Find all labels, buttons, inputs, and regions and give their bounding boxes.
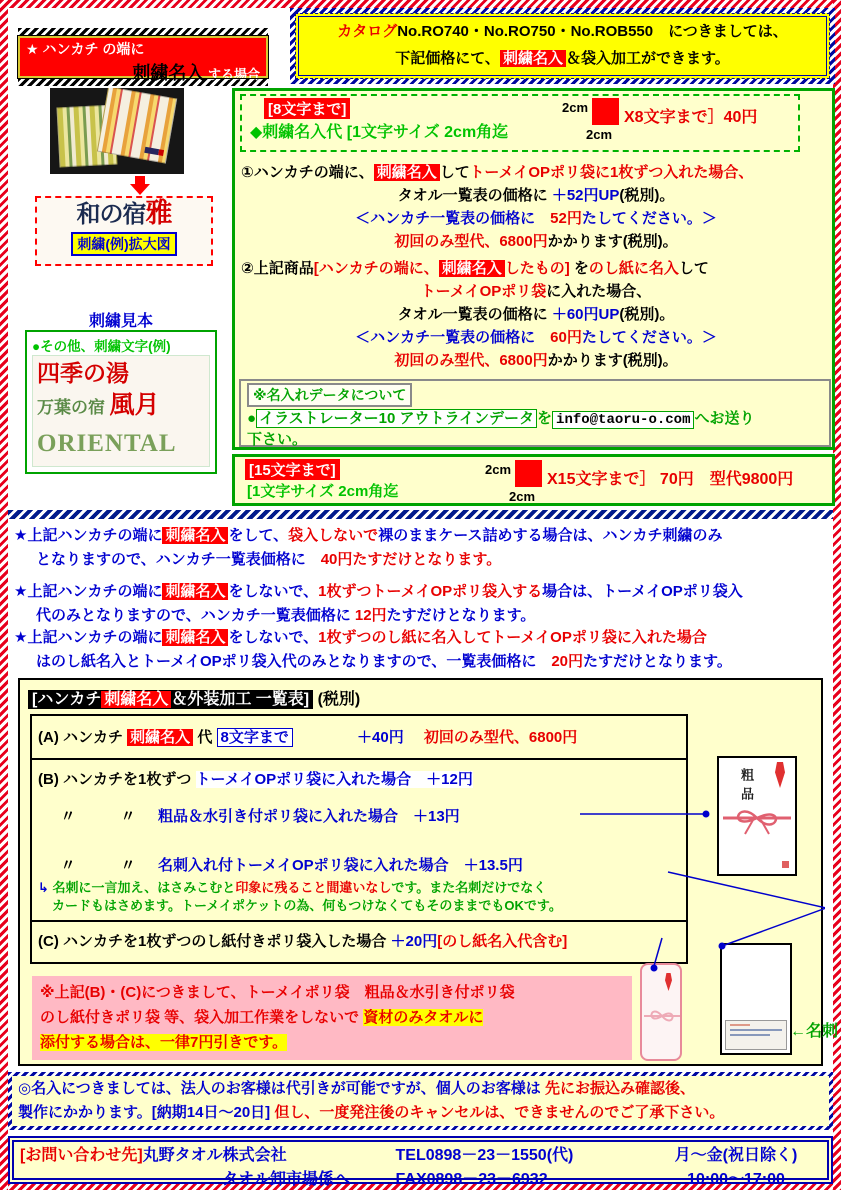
title-box [18, 28, 268, 86]
table-row-c [32, 920, 686, 960]
samples-box [25, 330, 217, 474]
ditto-mark: 〃 [120, 857, 136, 874]
catalog-line2-pre: 下記価格にて、 [395, 50, 500, 67]
payment-note-run: ◎名入につきましては、法人のお客様は代引きが可能ですが、個人のお客様は [18, 1080, 545, 1097]
embroidery-badge: 刺繍名入 [439, 260, 505, 277]
section-divider [8, 510, 833, 519]
p2-run: かかります(税別)。 [547, 352, 678, 369]
row-b-option-2: 粗品＆水引き付ポリ袋に入れた場合 ＋13円 [158, 808, 460, 825]
paragraph-1 [241, 161, 831, 253]
title-suffix: する場合 [204, 67, 260, 82]
title-name: 刺繍名入 [132, 63, 205, 83]
row-c-run: (C) ハンカチを1枚ずつのし紙付きポリ袋入した場合 [38, 933, 391, 950]
mizuhiki-bow-icon [723, 802, 791, 836]
cm-label-top: 2cm [485, 462, 512, 477]
payment-note-run: 但し、一度発注後のキャンセルは、できませんのでご了承下さい。 [274, 1104, 725, 1121]
handkerchief-photo [50, 88, 184, 174]
p1-run: ＜ハンカチ一覧表の価格に [355, 210, 551, 227]
star-run: ★上記ハンカチの端に [14, 583, 163, 600]
embroidery-badge: 刺繍名入 [127, 729, 193, 746]
star-note-1 [14, 524, 829, 572]
p2-run: トーメイOPポリ袋 [420, 283, 547, 300]
cm-label-bottom: 2cm [586, 127, 613, 142]
pricing-table [18, 678, 839, 1066]
eight-char-box [240, 94, 800, 152]
catalog-line1 [296, 20, 829, 41]
table-row-a [32, 716, 686, 760]
size-diagram [562, 98, 822, 152]
contact-company-block [20, 1142, 390, 1189]
catalog-notice-box [290, 8, 835, 84]
row-c-price: ＋20円 [390, 933, 438, 950]
paragraph-2 [241, 257, 831, 372]
embroidery-accent: 雅 [145, 198, 172, 228]
p2-run: して [678, 260, 709, 277]
business-card-image [725, 1020, 787, 1050]
noshi-strip-image [640, 963, 682, 1061]
fifteen-char-lead: [1文字サイズ 2cm角迄 [247, 483, 399, 500]
star-run: たすだけとなります。 [386, 607, 536, 624]
p1-run: ①ハンカチの端に、 [241, 164, 374, 181]
samples-title: 刺繍見本 [88, 313, 153, 330]
catalog-line2 [296, 47, 829, 68]
pocket-bag-image [720, 943, 792, 1055]
zoom-caption: 刺繍(例)拡大図 [71, 232, 176, 256]
sample-text-2b: 風月 [109, 391, 160, 419]
embroidery-badge: 刺繍名入 [162, 583, 228, 600]
p1-run: (税別)。 [619, 187, 675, 204]
seal-icon [782, 861, 789, 868]
catalog-line2-post: ＆袋入加工ができます。 [565, 50, 730, 67]
handkerchief-orange-image [97, 88, 177, 164]
star-price: 40円たすだけとなります。 [320, 551, 502, 568]
sample-text-2 [37, 388, 205, 426]
discount-note-run: ※上記(B)・(C)につきまして、トーメイポリ袋 粗品＆水引き付ポリ袋 [40, 984, 515, 1001]
star-run: たすだけとなります。 [583, 653, 732, 670]
row-a-price: ＋40円 [357, 729, 404, 746]
table-row-b [32, 760, 686, 920]
fifteen-char-price: X15文字まで］ 70円 型代9800円 [547, 471, 794, 488]
star-run: 1枚ずつのし紙に名入してトーメイOPポリ袋に入れた場合 [318, 629, 707, 646]
p2-add-price: 60円 [550, 329, 582, 346]
star-run: はのし紙名入とトーメイOPポリ袋入代のみとなりますので、一覧表価格に [36, 653, 552, 670]
row-b-note [38, 879, 680, 915]
star-run: 1枚ずつトーメイOPポリ袋入する [318, 583, 543, 600]
sozihin-label: 粗品 [739, 768, 754, 806]
payment-notice-box [8, 1072, 833, 1130]
embroidery-example-text [37, 198, 211, 230]
star-note-2 [14, 580, 829, 628]
row-c-note: [のし紙名入代含む] [437, 933, 568, 950]
embroidery-badge: 刺繍名入 [162, 527, 228, 544]
sample-text-2a: 万葉の宿 [37, 398, 105, 417]
p1-add-price: 52円 [550, 210, 582, 227]
p2-run: ＜ハンカチ一覧表の価格に [355, 329, 551, 346]
size-diagram [485, 460, 794, 514]
star-run: 裸のままケース詰めする場合は、ハンカチ刺繍のみ [378, 527, 723, 544]
eight-char-price: X8文字まで］40円 [624, 109, 758, 126]
fifteen-char-box [232, 454, 835, 506]
star-run: 場合は、トーメイOPポリ袋入 [542, 583, 743, 600]
red-square-icon [592, 98, 619, 125]
mizuhiki-bow-icon [644, 1005, 680, 1029]
noshi-ornament-icon [775, 762, 785, 788]
p2-run: を [569, 260, 589, 277]
table-title-pre: [ハンカチ [32, 691, 102, 708]
p2-run: タオル一覧表の価格に [397, 306, 552, 323]
catalog-numbers: No.RO740・No.RO750・No.ROB550 [397, 23, 654, 40]
row-b-note-run: 印象に残ること間違いなし [235, 880, 392, 895]
p2-run: のし紙に名入 [588, 260, 679, 277]
discount-note-highlight: 資材のみタオルに [363, 1009, 484, 1026]
catalog-word: カタログ [337, 23, 398, 40]
p2-run: ②上記商品 [241, 260, 314, 277]
red-square-icon [515, 460, 542, 487]
payment-note-run: 製作にかかります。[納期14日～20日] [18, 1104, 275, 1121]
embroidery-zoom-box [35, 196, 213, 266]
department-name: タオル卸市場係へ [221, 1171, 350, 1188]
row-a-mold-fee: 初回のみ型代、6800円 [423, 729, 578, 746]
business-hours: 10:00～17:00 [687, 1171, 785, 1188]
embroidery-spot-icon [144, 147, 159, 155]
note-tail2: 下さい。 [247, 431, 308, 448]
bullet-icon: ● [247, 410, 257, 427]
page-border-left [0, 0, 8, 1190]
embroidery-badge: 刺繍名入 [162, 629, 228, 646]
hatch-strip-icon [18, 28, 268, 36]
meishi-arrow-label: ←名刺 [790, 1023, 839, 1040]
eight-char-tag: [8文字まで] [264, 98, 350, 119]
note-mid: を [537, 410, 553, 427]
row-a-run: 代 [193, 729, 217, 746]
data-note-title: ※名入れデータについて [247, 383, 412, 407]
p1-price-up: ＋52円UP [551, 187, 620, 204]
samples-subtitle: ●その他、刺繍文字(例) [32, 339, 171, 354]
illustrator-data-label: イラストレーター10 アウトラインデータ [256, 409, 537, 428]
sample-text-3: ORIENTAL [37, 430, 177, 457]
sample-text-1: 四季の湯 [37, 360, 129, 386]
hook-arrow-icon: ↳ [38, 880, 49, 895]
p2-run: たしてください。＞ [581, 329, 717, 346]
p2-run: [ハンカチの端に、 [313, 260, 439, 277]
contact-hours-block [651, 1142, 821, 1189]
table-title-post: ＆外装加工 一覧表] [171, 691, 310, 708]
fifteen-char-tag: [15文字まで] [245, 459, 340, 480]
embroidery-badge: 刺繍名入 [101, 691, 171, 708]
table-rows [30, 714, 688, 964]
page-border-top [0, 0, 841, 8]
p2-run: に入れた場合、 [546, 283, 652, 300]
eight-char-lead: ◆刺繍名入代 [1文字サイズ 2cm角迄 [250, 124, 509, 141]
star-note-3 [14, 626, 829, 674]
discount-note-box [32, 976, 632, 1060]
embroidery-badge: 刺繍名入 [374, 164, 440, 181]
star-run: をして、 [228, 527, 289, 544]
payment-note-run: 先にお振込み確認後、 [544, 1080, 695, 1097]
star-run: をしないで、 [228, 583, 319, 600]
row-a-run: (A) ハンカチ [38, 729, 128, 746]
data-note-box [239, 379, 831, 447]
discount-note-highlight: 添付する場合は、一律7円引きです。 [40, 1034, 288, 1051]
p1-run: たしてください。＞ [581, 210, 717, 227]
contact-phone-block [396, 1142, 646, 1189]
star-price: 12円 [354, 607, 387, 624]
discount-note-run: のし紙付きポリ袋 等、袋入加工作業をしないで [40, 1009, 364, 1026]
contact-label: [お問い合わせ先] [20, 1147, 143, 1164]
cm-label-bottom: 2cm [509, 489, 536, 504]
tel-number: TEL0898－23－1550(代) [395, 1147, 574, 1164]
embroidery-badge: 刺繍名入 [500, 50, 566, 67]
cm-label-top: 2cm [562, 100, 589, 115]
star-run: ★上記ハンカチの端に [14, 629, 163, 646]
star-run: 袋入しないで [288, 527, 379, 544]
catalog-tail: につきましては、 [653, 23, 788, 40]
p1-mold-fee: 初回のみ型代、6800円 [394, 233, 548, 250]
fax-number: FAX0898－23－6932 [395, 1171, 548, 1188]
row-b-option-3: 名刺入れ付トーメイOPポリ袋に入れた場合 ＋13.5円 [158, 857, 523, 874]
row-b-note-run: カードもはさめます。トーメイポケットの為、何もつけなくてもそのままでもOKです。 [52, 898, 562, 913]
p1-run: トーメイOPポリ袋に1枚ずつ入れた場合、 [469, 164, 754, 181]
ditto-mark: 〃 [60, 857, 76, 874]
p1-run: タオル一覧表の価格に [397, 187, 552, 204]
noshi-ornament-icon [665, 973, 672, 991]
row-b-option-1: トーメイOPポリ袋に入れた場合 ＋12円 [195, 771, 473, 788]
star-run: ★上記ハンカチの端に [14, 527, 163, 544]
ditto-mark: 〃 [60, 808, 76, 825]
row-b-run: (B) ハンカチを1枚ずつ [38, 771, 196, 788]
company-name: 丸野タオル株式会社 [142, 1147, 287, 1164]
p1-run: して [439, 164, 470, 181]
star-run: 代のみとなりますので、ハンカチ一覧表価格に [36, 607, 355, 624]
noshi-paper-image [717, 756, 797, 876]
note-tail: へお送り [694, 410, 755, 427]
title-line1: ★ ハンカチ の端に [26, 41, 145, 57]
samples-image [32, 355, 210, 467]
star-run: となりますので、ハンカチ一覧表価格に [36, 551, 321, 568]
star-run: をしないで、 [228, 629, 319, 646]
pricing-main-box [232, 88, 835, 450]
ditto-mark: 〃 [120, 808, 136, 825]
table-title [28, 686, 360, 709]
p2-mold-fee: 初回のみ型代、6800円 [394, 352, 548, 369]
star-price: 20円 [551, 653, 584, 670]
contact-box [8, 1136, 833, 1188]
char-limit-badge: 8文字まで [217, 728, 293, 747]
row-b-note-run: です。また名刺だけでなく [391, 880, 547, 895]
business-days: 月～金(祝日除く) [674, 1147, 798, 1164]
p2-price-up: ＋60円UP [551, 306, 620, 323]
p2-run: (税別)。 [619, 306, 675, 323]
row-b-note-run: 名刺に一言加え、はさみこむと [52, 880, 236, 895]
embroidery-main: 和の宿 [76, 201, 146, 228]
p1-run: かかります(税別)。 [547, 233, 678, 250]
email-address[interactable]: info@taoru-o.com [552, 411, 694, 429]
p2-run: したもの] [504, 260, 570, 277]
tax-note: (税別) [317, 691, 361, 708]
